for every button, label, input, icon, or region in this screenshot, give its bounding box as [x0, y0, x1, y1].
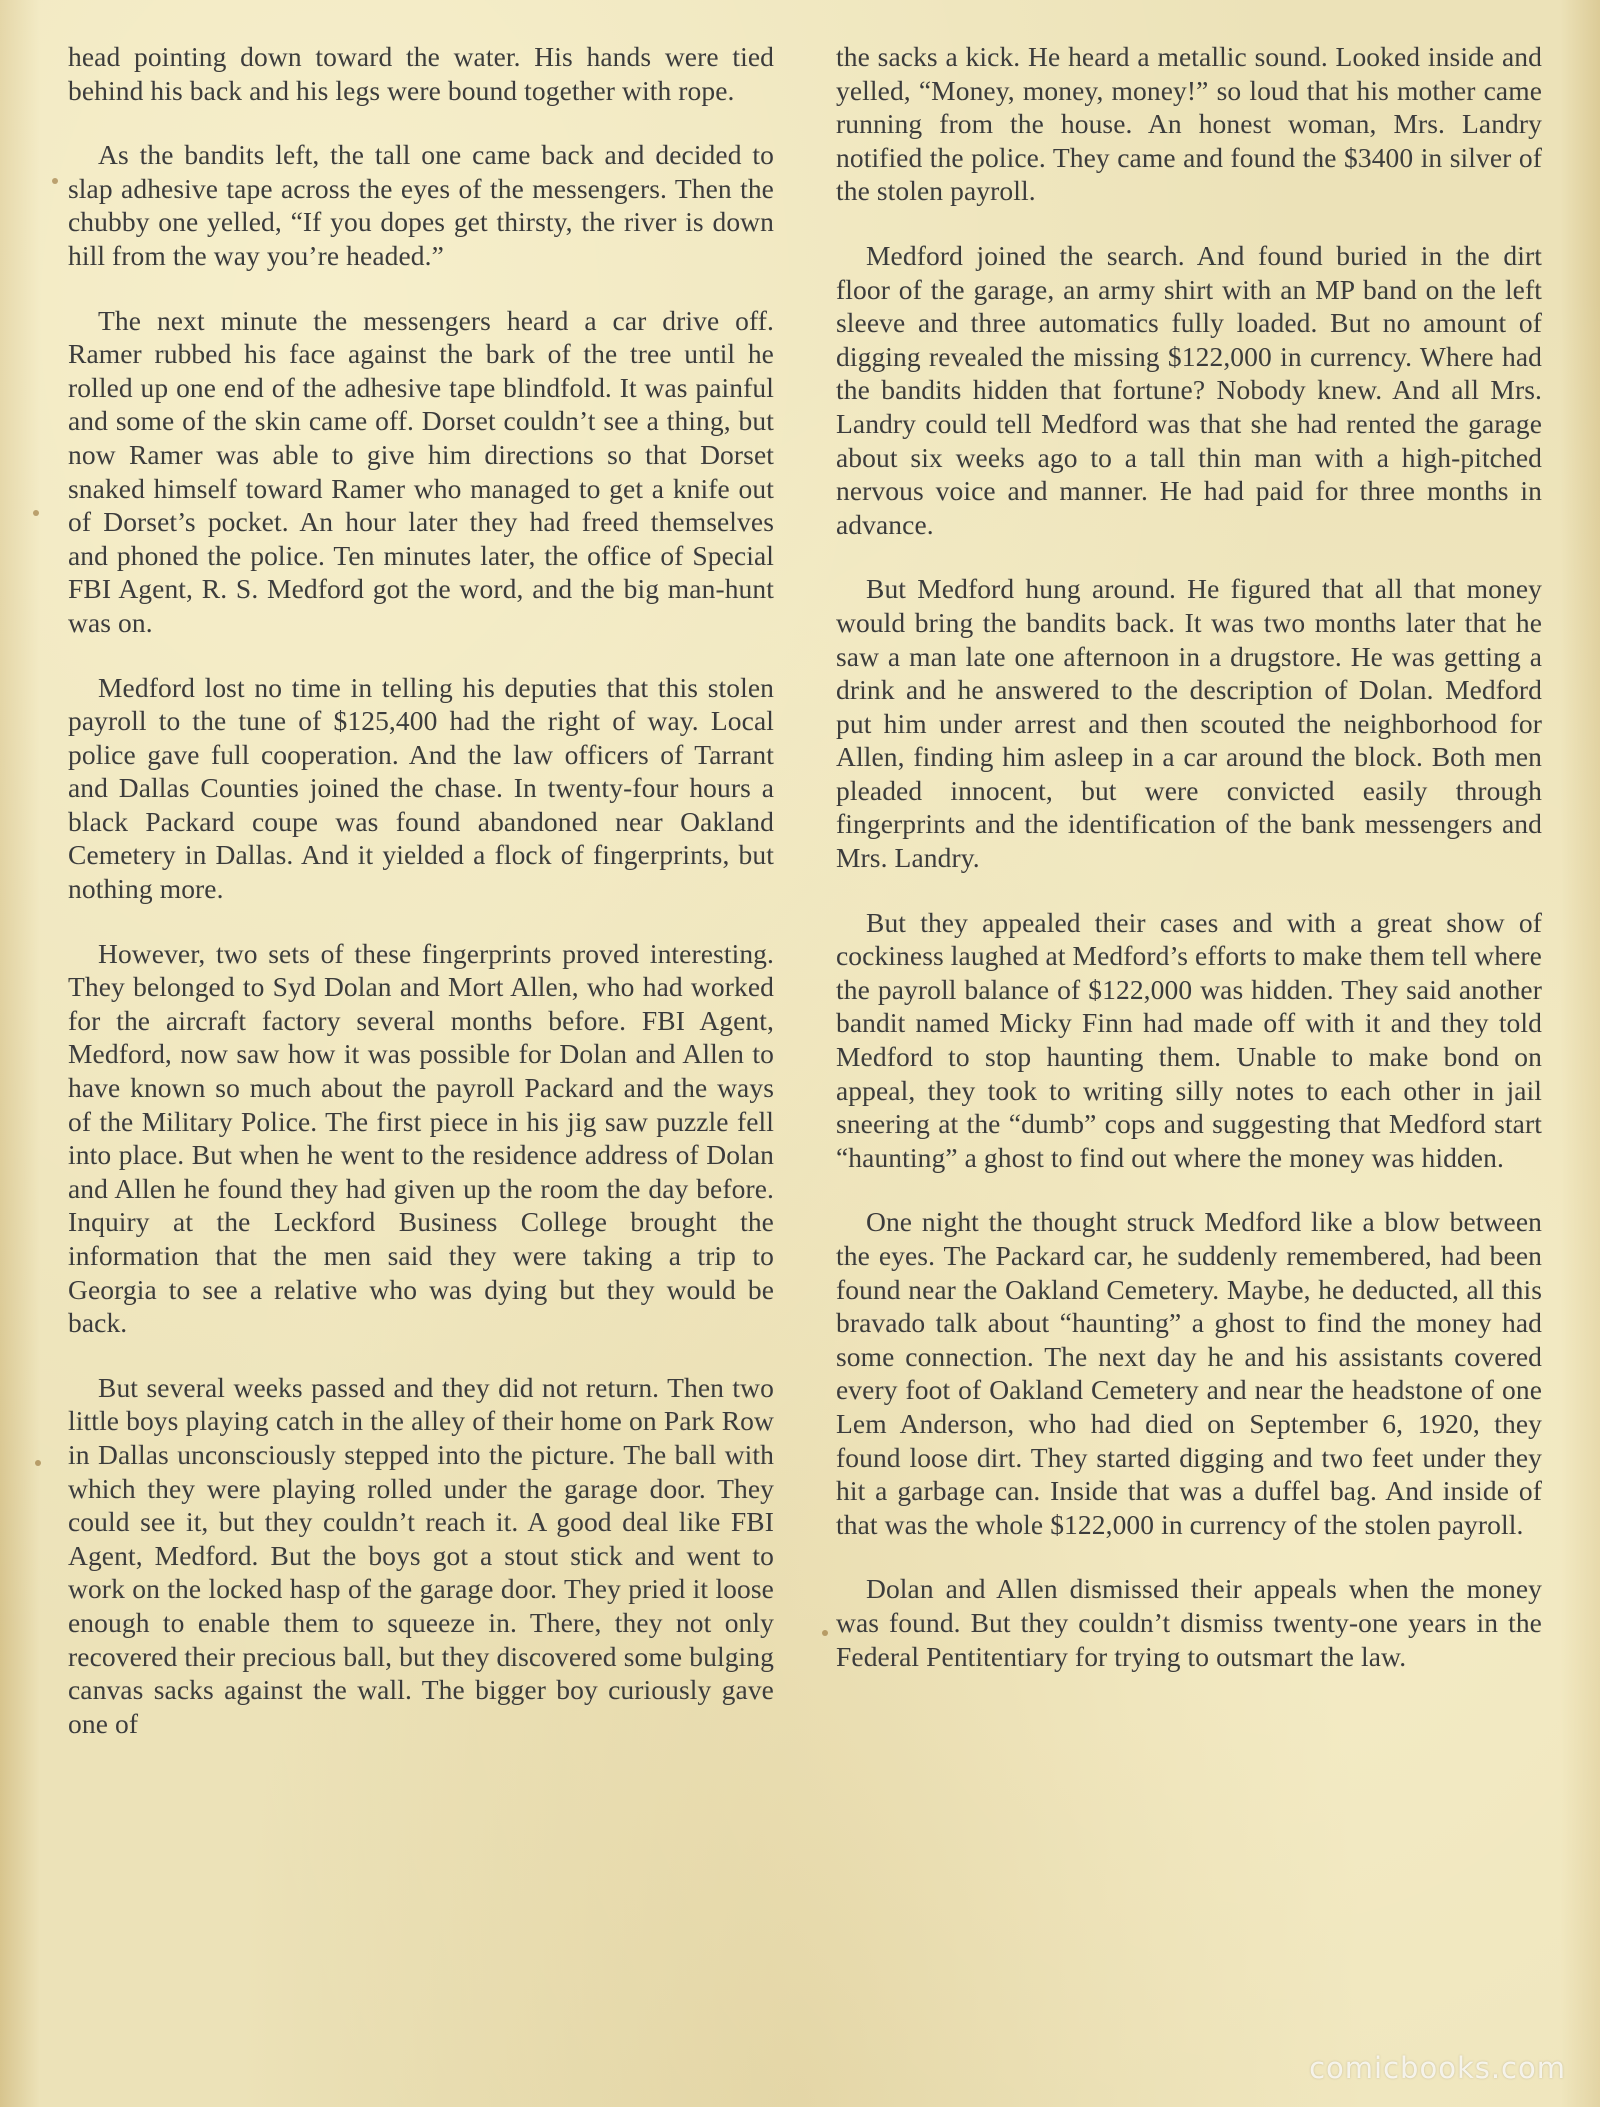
paragraph: But Medford hung around. He figured that all that money would bring the bandits back. It was two months later that he saw a man late one afternoon in a drugstore. He was getting a drink and he answered to the description of Dolan. Medford put him under arrest and then scouted the neighborhood for Allen, finding him asleep in a car around the block. Both men pleaded innocent, but were convicted easily through fingerprints and the identification of the bank messengers and Mrs. Landry. [836, 573, 1542, 874]
paragraph: Dolan and Allen dismissed their appeals when the money was found. But they couldn’t dismiss twenty-one years in the Federal Pentitentiary for trying to outsmart the law. [836, 1573, 1542, 1672]
paragraph: One night the thought struck Medford like a blow between the eyes. The Packard car, he suddenly remembered, had been found near the Oakland Cemetery. Maybe, he deducted, all this bravado talk about “haunting” a ghost to find the money had some connection. The next day he and his assistants covered every foot of Oakland Cemetery and near the headstone of one Lem Anderson, who had died on September 6, 1920, they found loose dirt. They started digging and two feet under they hit a garbage can. Inside that was a duffel bag. And inside of that was the whole $122,000 in currency of the stolen payroll. [836, 1206, 1542, 1540]
paper-speck [35, 1460, 41, 1466]
watermark: comicbooks.com [1309, 2051, 1566, 2085]
paragraph: head pointing down toward the water. His hands were tied behind his back and his legs were bound together with rope. [68, 41, 774, 106]
paragraph: Medford lost no time in telling his deputies that this stolen payroll to the tune of $125,400 had the right of way. Local police gave full cooperation. And the law officers of Tarrant and Dallas Counties joined the chase. In twenty-four hours a black Packard coupe was found abandoned near Oakland Cemetery in Dallas. And it yielded a flock of fingerprints, but nothing more. [68, 671, 774, 905]
left-text-column [68, 40, 774, 1771]
paragraph: As the bandits left, the tall one came back and decided to slap adhesive tape across the eyes of the messengers. Then the chubby one yelled, “If you dopes get thirsty, the river is down hill from the way you’re headed.” [68, 139, 774, 271]
paragraph: The next minute the messengers heard a car drive off. Ramer rubbed his face against the bark of the tree until he rolled up one end of the adhesive tape blindfold. It was painful and some of the skin came off. Dorset couldn’t see a thing, but now Ramer was able to give him directions so that Dorset snaked himself toward Ramer who managed to get a knife out of Dorset’s pocket. An hour later they had freed themselves and phoned the police. Ten minutes later, the office of Special FBI Agent, R. S. Medford got the word, and the big man-hunt was on. [68, 304, 774, 638]
right-text-column [836, 40, 1542, 1704]
paper-speck [52, 178, 58, 184]
paragraph: However, two sets of these fingerprints proved interesting. They belonged to Syd Dolan and Mort Allen, who had worked for the aircraft factory several months before. FBI Agent, Medford, now saw how it was possible for Dolan and Allen to have known so much about the payroll Packard and the ways of the Military Police. The first piece in his jig saw puzzle fell into place. But when he went to the residence address of Dolan and Allen he found they had given up the room the day before. Inquiry at the Leckford Business College brought the information that the men said they were taking a trip to Georgia to see a relative who was dying but they would be back. [68, 937, 774, 1339]
paragraph: But they appealed their cases and with a great show of cockiness laughed at Medford’s efforts to make them tell where the payroll balance of $122,000 was hidden. They said another bandit named Micky Finn had made off with it and they told Medford to stop haunting them. Unable to make bond on appeal, they took to writing silly notes to each other in jail sneering at the “dumb” cops and suggesting that Medford start “haunting” a ghost to find out where the money was hidden. [836, 906, 1542, 1173]
paper-speck [822, 1630, 828, 1636]
paper-speck [33, 510, 39, 516]
paragraph: But several weeks passed and they did not return. Then two little boys playing catch in the alley of their home on Park Row in Dallas unconsciously stepped into the picture. The ball with which they were playing rolled under the garage door. They could see it, but they couldn’t reach it. A good deal like FBI Agent, Medford. But the boys got a stout stick and went to work on the locked hasp of the garage door. They pried it loose enough to enable them to squeeze in. There, they not only recovered their precious ball, but they discovered some bulging canvas sacks against the wall. The bigger boy curiously gave one of [68, 1371, 774, 1739]
paragraph: the sacks a kick. He heard a metallic sound. Looked inside and yelled, “Money, money, money!” so loud that his mother came running from the house. An honest woman, Mrs. Landry notified the police. They came and found the $3400 in silver of the stolen payroll. [836, 41, 1542, 207]
paragraph: Medford joined the search. And found buried in the dirt floor of the garage, an army shirt with an MP band on the left sleeve and three automatics fully loaded. But no amount of digging revealed the missing $122,000 in currency. Where had the bandits hidden that fortune? Nobody knew. And all Mrs. Landry could tell Medford was that she had rented the garage about six weeks ago to a tall thin man with a high-pitched nervous voice and manner. He had paid for three months in advance. [836, 239, 1542, 540]
